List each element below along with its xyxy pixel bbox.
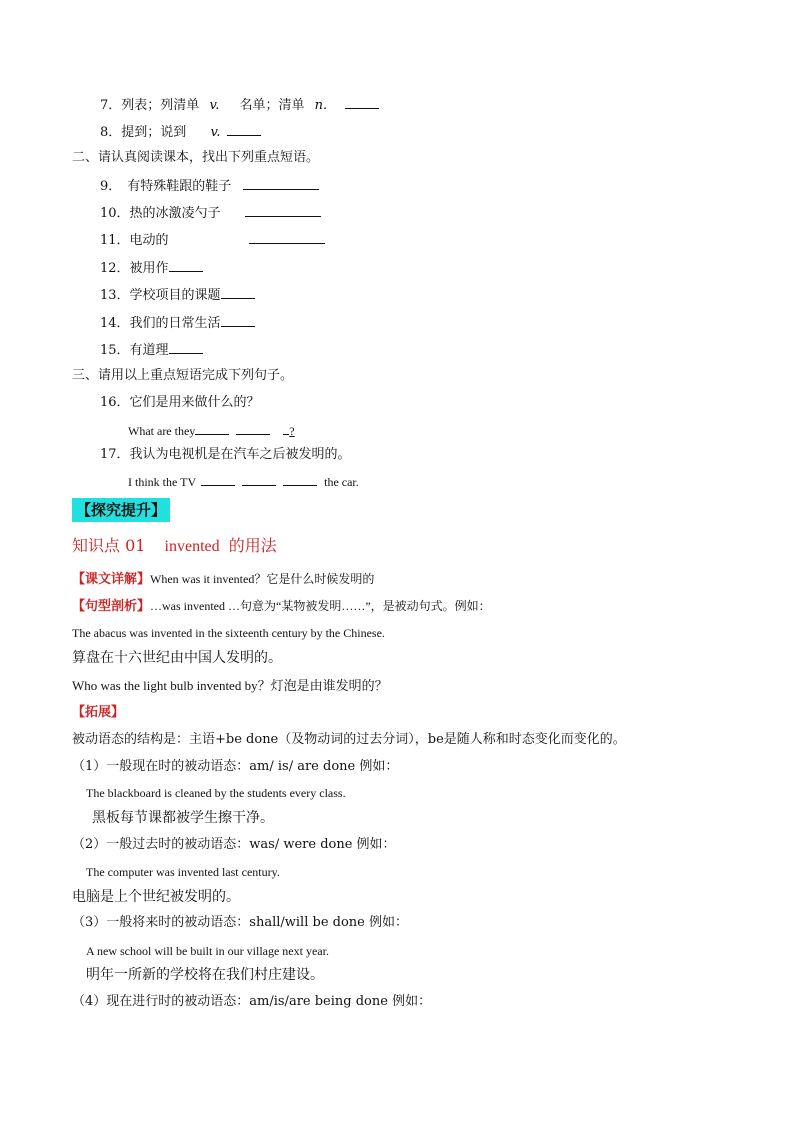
answer-blank[interactable] (345, 95, 379, 109)
item-number: 17． (100, 447, 130, 462)
vocab-line-7 (100, 95, 379, 115)
vocab-text: 提到；说到 (121, 125, 187, 140)
answer-blank[interactable] (195, 421, 229, 435)
vocab-text: 名单；清单 (239, 98, 305, 113)
heading-keyword: invented (164, 538, 220, 555)
phrase-item-9 (100, 176, 319, 196)
phrase-text: 热的冰激凌勺子 (129, 206, 221, 221)
item-number: 9． (100, 179, 122, 194)
sentence-start: I think the TV (128, 475, 197, 489)
sentence-end: the car. (324, 475, 359, 489)
item-number: 13． (100, 288, 130, 303)
heading-prefix: 知识点 01 (72, 536, 146, 555)
item-number: 11． (100, 233, 130, 248)
tense-3-chinese: 明年一所新的学校将在我们村庄建设。 (86, 967, 324, 983)
answer-blank[interactable] (169, 258, 203, 272)
question-16 (100, 394, 260, 412)
item-number: 16． (100, 395, 130, 410)
tense-1-example: The blackboard is cleaned by the students every class. (86, 786, 346, 800)
tense-1-chinese: 黑板每节课都被学生擦干净。 (92, 810, 274, 826)
answer-blank[interactable] (245, 203, 321, 217)
phrase-text: 我们的日常生活 (129, 316, 221, 331)
analysis-label: 【句型剖析】 (72, 599, 151, 614)
example-1-english: The abacus was invented in the sixteenth century by the Chinese. (72, 626, 385, 640)
detail-text: When was it invented？它是什么时候发明的 (150, 572, 375, 586)
item-number: 7． (100, 98, 122, 113)
knowledge-point-heading (72, 535, 277, 558)
vocab-line-8 (100, 122, 261, 142)
phrase-item-10 (100, 203, 321, 223)
phrase-item-15 (100, 340, 203, 360)
item-number: 8． (100, 125, 122, 140)
tense-2-example: The computer was invented last century. (86, 865, 280, 879)
heading-suffix: 的用法 (228, 536, 277, 555)
item-number: 10． (100, 206, 130, 221)
phrase-item-12 (100, 258, 203, 278)
part-of-speech: n. (314, 98, 328, 113)
item-number: 12． (100, 261, 130, 276)
item-number: 15． (100, 343, 130, 358)
phrase-text: 学校项目的课题 (129, 288, 221, 303)
question-17-english (128, 472, 359, 491)
question-text: 我认为电视机是在汽车之后被发明的。 (129, 447, 351, 462)
question-mark: ? (289, 424, 295, 438)
question-17 (100, 446, 351, 464)
tense-3: （3）一般将来时的被动语态：shall/will be done 例如： (72, 915, 408, 930)
tense-2: （2）一般过去时的被动语态：was/ were done 例如： (72, 837, 396, 852)
item-number: 14． (100, 316, 130, 331)
phrase-text: 有特殊鞋跟的鞋子 (127, 179, 232, 194)
phrase-text: 有道理 (129, 343, 169, 358)
sentence-start: What are they (128, 424, 196, 438)
tense-3-example: A new school will be built in our village next year. (86, 944, 329, 958)
example-1-chinese: 算盘在十六世纪由中国人发明的。 (72, 650, 282, 666)
question-text: 它们是用来做什么的？ (129, 395, 260, 410)
answer-blank[interactable] (227, 122, 261, 136)
detail-label: 【课文详解】 (72, 572, 151, 587)
phrase-item-11 (100, 230, 325, 250)
part-of-speech: v. (210, 125, 221, 140)
section-3-title: 三、请用以上重点短语完成下列句子。 (72, 368, 294, 383)
analysis-line (72, 597, 491, 616)
phrase-item-13 (100, 285, 255, 305)
analysis-text: …was invented …句意为“某物被发明……”，是被动句式。例如： (150, 599, 491, 613)
answer-blank[interactable] (242, 472, 276, 486)
tense-4: （4）现在进行时的被动语态：am/is/are being done 例如： (72, 994, 432, 1009)
vocab-text: 列表；列清单 (121, 98, 200, 113)
phrase-text: 被用作 (129, 261, 169, 276)
section-2-title: 二、请认真阅读课本，找出下列重点短语。 (72, 150, 320, 165)
answer-blank[interactable] (283, 472, 317, 486)
extend-label: 【拓展】 (72, 705, 125, 720)
phrase-text: 电动的 (129, 233, 169, 248)
passive-structure: 被动语态的结构是：主语+be done（及物动词的过去分词），be是随人称和时态变化而变化的。 (72, 732, 626, 747)
detail-line (72, 570, 374, 589)
answer-blank[interactable] (236, 421, 270, 435)
answer-blank[interactable] (221, 285, 255, 299)
answer-blank[interactable] (243, 176, 319, 190)
example-2: Who was the light bulb invented by？灯泡是由谁发明的？ (72, 678, 388, 693)
answer-blank[interactable] (169, 340, 203, 354)
tense-1: （1）一般现在时的被动语态：am/ is/ are done 例如： (72, 759, 399, 774)
answer-blank[interactable] (249, 230, 325, 244)
phrase-item-14 (100, 313, 255, 333)
answer-blank[interactable] (221, 313, 255, 327)
question-16-english (128, 421, 295, 440)
answer-blank[interactable] (201, 472, 235, 486)
explore-badge: 【探究提升】 (72, 498, 170, 522)
tense-2-chinese: 电脑是上个世纪被发明的。 (72, 889, 240, 905)
part-of-speech: v. (209, 98, 220, 113)
